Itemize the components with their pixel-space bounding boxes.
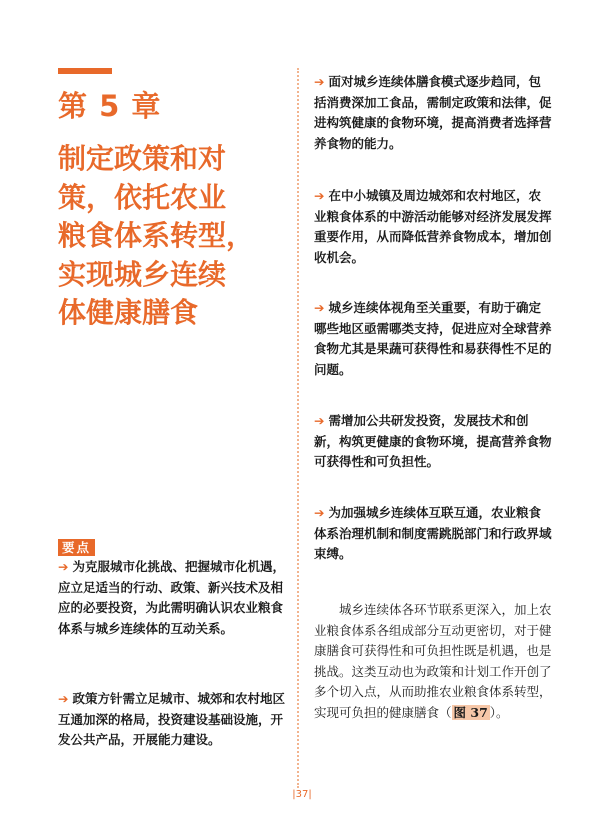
- column-divider: [297, 68, 299, 788]
- body-text: 城乡连续体各环节联系更深入，加上农业粮食体系各组成部分互动更密切，对于健康膳食可获得性和可负担性既是机遇，也是挑战。这类互动也为政策和计划工作开创了多个切入点，从而助推农业粮食体系转型，实现可负担的健康膳食（: [314, 602, 552, 720]
- chapter-number: 第 5 章: [58, 89, 162, 123]
- arrow-icon: ➔: [314, 505, 325, 520]
- title-line: 策，依托农业: [58, 180, 227, 214]
- key-point: [314, 72, 552, 154]
- arrow-icon: ➔: [314, 188, 325, 203]
- body-text-end: ）。: [489, 704, 509, 720]
- chapter-accent-bar: [58, 68, 112, 74]
- key-point-text: 需增加公共研发投资，发展技术和创新，构筑更健康的食物环境，提高营养食物可获得性和可负担性。: [314, 413, 552, 470]
- key-point-text: 城乡连续体视角至关重要，有助于确定哪些地区亟需哪类支持，促进应对全球营养食物尤其是果蔬可获得性和易获得性不足的问题。: [314, 300, 552, 377]
- arrow-icon: ➔: [314, 413, 325, 428]
- page-number: |37|: [292, 789, 312, 800]
- key-point-text: 在中小城镇及周边城郊和农村地区，农业粮食体系的中游活动能够对经济发展发挥重要作用，从而降低营养食物成本，增加创收机会。: [314, 188, 552, 265]
- key-point: [58, 557, 292, 639]
- key-point-text: 为克服城市化挑战、把握城市化机遇，应立足适当的行动、政策、新兴技术及相应的必要投资，为此需明确认识农业粮食体系与城乡连续体的互动关系。: [58, 559, 285, 636]
- key-point: [314, 186, 552, 268]
- figure-reference-link[interactable]: 图 37: [453, 704, 488, 720]
- arrow-icon: ➔: [314, 300, 325, 315]
- key-points-label: 要点: [58, 539, 95, 556]
- title-line: 体健康膳食: [58, 296, 199, 329]
- key-point: [314, 298, 552, 380]
- key-point: [58, 689, 292, 751]
- title-line: 实现城乡连续: [58, 257, 227, 291]
- chapter-title: [58, 140, 294, 333]
- body-paragraph: [314, 600, 556, 724]
- arrow-icon: ➔: [314, 74, 325, 89]
- key-point-text: 政策方针需立足城市、城郊和农村地区互通加深的格局，投资建设基础设施，开发公共产品，开展能力建设。: [58, 691, 285, 748]
- title-line: 制定政策和对: [58, 142, 227, 175]
- key-point: [314, 411, 552, 473]
- title-line: 粮食体系转型，: [58, 219, 255, 252]
- arrow-icon: ➔: [58, 691, 69, 706]
- key-point-text: 为加强城乡连续体互联互通，农业粮食体系治理机制和制度需跳脱部门和行政界域束缚。: [314, 505, 552, 562]
- key-point: [314, 503, 552, 565]
- key-point-text: 面对城乡连续体膳食模式逐步趋同，包括消费深加工食品，需制定政策和法律，促进构筑健康的食物环境，提高消费者选择营养食物的能力。: [314, 74, 552, 151]
- arrow-icon: ➔: [58, 559, 69, 574]
